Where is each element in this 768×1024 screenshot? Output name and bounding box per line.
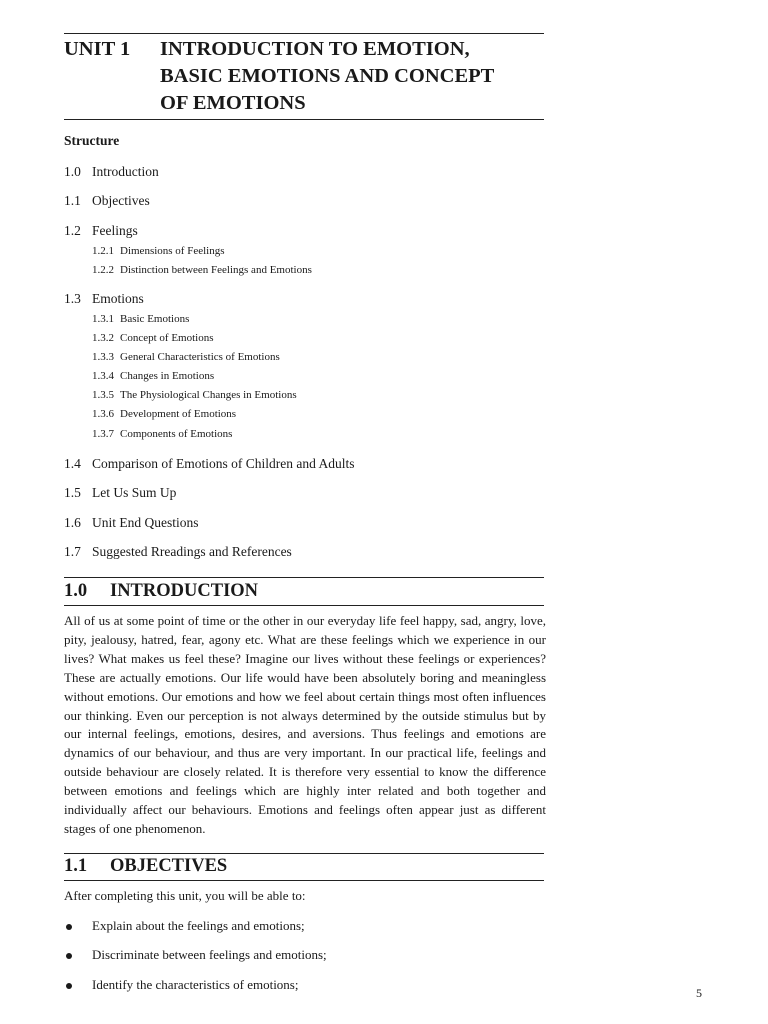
section-rule-top — [64, 853, 544, 854]
toc-number: 1.3.2 — [92, 332, 114, 344]
toc-number: 1.5 — [64, 485, 81, 500]
title-rule — [64, 119, 544, 120]
toc-number: 1.3.1 — [92, 313, 114, 325]
toc-label: Let Us Sum Up — [92, 485, 177, 500]
toc-item[interactable] — [64, 544, 292, 560]
toc-subitem[interactable] — [92, 389, 297, 401]
toc-number: 1.4 — [64, 456, 81, 471]
section-rule-bottom — [64, 880, 544, 881]
objective-item: Identify the characteristics of emotions; — [92, 977, 299, 992]
toc-label: Dimensions of Feelings — [120, 245, 225, 257]
toc-label: Feelings — [92, 223, 138, 238]
section-number: 1.1 — [64, 856, 88, 876]
bullet-icon — [66, 953, 72, 959]
toc-label: Concept of Emotions — [120, 332, 214, 344]
toc-item[interactable] — [64, 223, 138, 239]
toc-label: Unit End Questions — [92, 515, 199, 530]
section-title-objectives: OBJECTIVES — [110, 856, 228, 876]
toc-number: 1.3.6 — [92, 408, 114, 420]
toc-subitem[interactable] — [92, 428, 232, 440]
section-number: 1.0 — [64, 581, 88, 601]
toc-subitem[interactable] — [92, 245, 225, 257]
toc-number: 1.0 — [64, 164, 81, 179]
structure-heading: Structure — [64, 133, 120, 148]
toc-number: 1.3.5 — [92, 389, 114, 401]
section-title-introduction: INTRODUCTION — [110, 581, 259, 601]
toc-label: Suggested Rreadings and References — [92, 544, 292, 559]
toc-number: 1.3.4 — [92, 370, 114, 382]
toc-label: Comparison of Emotions of Children and Adults — [92, 456, 355, 471]
unit-number: UNIT 1 — [64, 38, 131, 60]
unit-title-line: INTRODUCTION TO EMOTION, — [160, 38, 470, 60]
toc-number: 1.7 — [64, 544, 81, 559]
toc-label: Objectives — [92, 193, 150, 208]
toc-label: Distinction between Feelings and Emotions — [120, 264, 312, 276]
top-rule — [64, 33, 544, 34]
toc-label: Development of Emotions — [120, 408, 237, 420]
toc-subitem[interactable] — [92, 408, 236, 420]
toc-label: Basic Emotions — [120, 313, 190, 325]
toc-label: Components of Emotions — [120, 428, 233, 440]
toc-item[interactable] — [64, 291, 144, 307]
unit-title-line: BASIC EMOTIONS AND CONCEPT — [160, 65, 495, 87]
objective-item: Explain about the feelings and emotions; — [92, 918, 305, 933]
bullet-icon — [66, 924, 72, 930]
toc-number: 1.3.3 — [92, 351, 114, 363]
toc-subitem[interactable] — [92, 264, 312, 276]
toc-number: 1.2.2 — [92, 264, 114, 276]
toc-item[interactable] — [64, 193, 150, 209]
toc-label: Emotions — [92, 291, 144, 306]
toc-label: The Physiological Changes in Emotions — [120, 389, 297, 401]
section-rule-bottom — [64, 605, 544, 606]
page-number: 5 — [696, 986, 702, 1000]
toc-item[interactable] — [64, 164, 159, 180]
toc-number: 1.3.7 — [92, 428, 114, 440]
objective-item: Discriminate between feelings and emotions; — [92, 947, 327, 962]
section-rule-top — [64, 577, 544, 578]
toc-number: 1.3 — [64, 291, 81, 306]
toc-subitem[interactable] — [92, 370, 214, 382]
toc-label: General Characteristics of Emotions — [120, 351, 280, 363]
unit-title — [160, 36, 550, 117]
introduction-paragraph: All of us at some point of time or the other in our everyday life feel happy, sad, angry, love, pity, jealousy, hatred, fear, agony etc. What are these feelings which we experience in our lives? What makes us feel these? Imagine our lives without these feelings or experiences? These are actually emotions. Our life would have been absolutely boring and meaningless without emotions. Our emotions and how we feel about certain things most often influences our thinking. Even our perception is not always determined by the outside stimulus but by our internal feelings, emotions, desires, and aversions. Thus feelings and emotions are dynamics of our behaviour, and thus are very important. In our practical life, feelings and outside behaviour are closely related. It is therefore very essential to know the difference between emotions and feelings which are highly inter related and both together and individually affect our behaviours. Emotions and feelings often appear just as different stages of one phenomenon. — [64, 613, 546, 836]
toc-item[interactable] — [64, 485, 176, 501]
toc-item[interactable] — [64, 515, 199, 531]
toc-subitem[interactable] — [92, 332, 214, 344]
toc-subitem[interactable] — [92, 313, 189, 325]
toc-label: Introduction — [92, 164, 159, 179]
toc-label: Changes in Emotions — [120, 370, 215, 382]
bullet-icon — [66, 983, 72, 989]
toc-item[interactable] — [64, 456, 355, 472]
toc-number: 1.6 — [64, 515, 81, 530]
toc-subitem[interactable] — [92, 351, 280, 363]
toc-number: 1.2 — [64, 223, 81, 238]
toc-number: 1.1 — [64, 193, 81, 208]
objectives-intro: After completing this unit, you will be able to: — [64, 888, 306, 903]
unit-title-line: OF EMOTIONS — [160, 92, 306, 114]
toc-number: 1.2.1 — [92, 245, 114, 257]
